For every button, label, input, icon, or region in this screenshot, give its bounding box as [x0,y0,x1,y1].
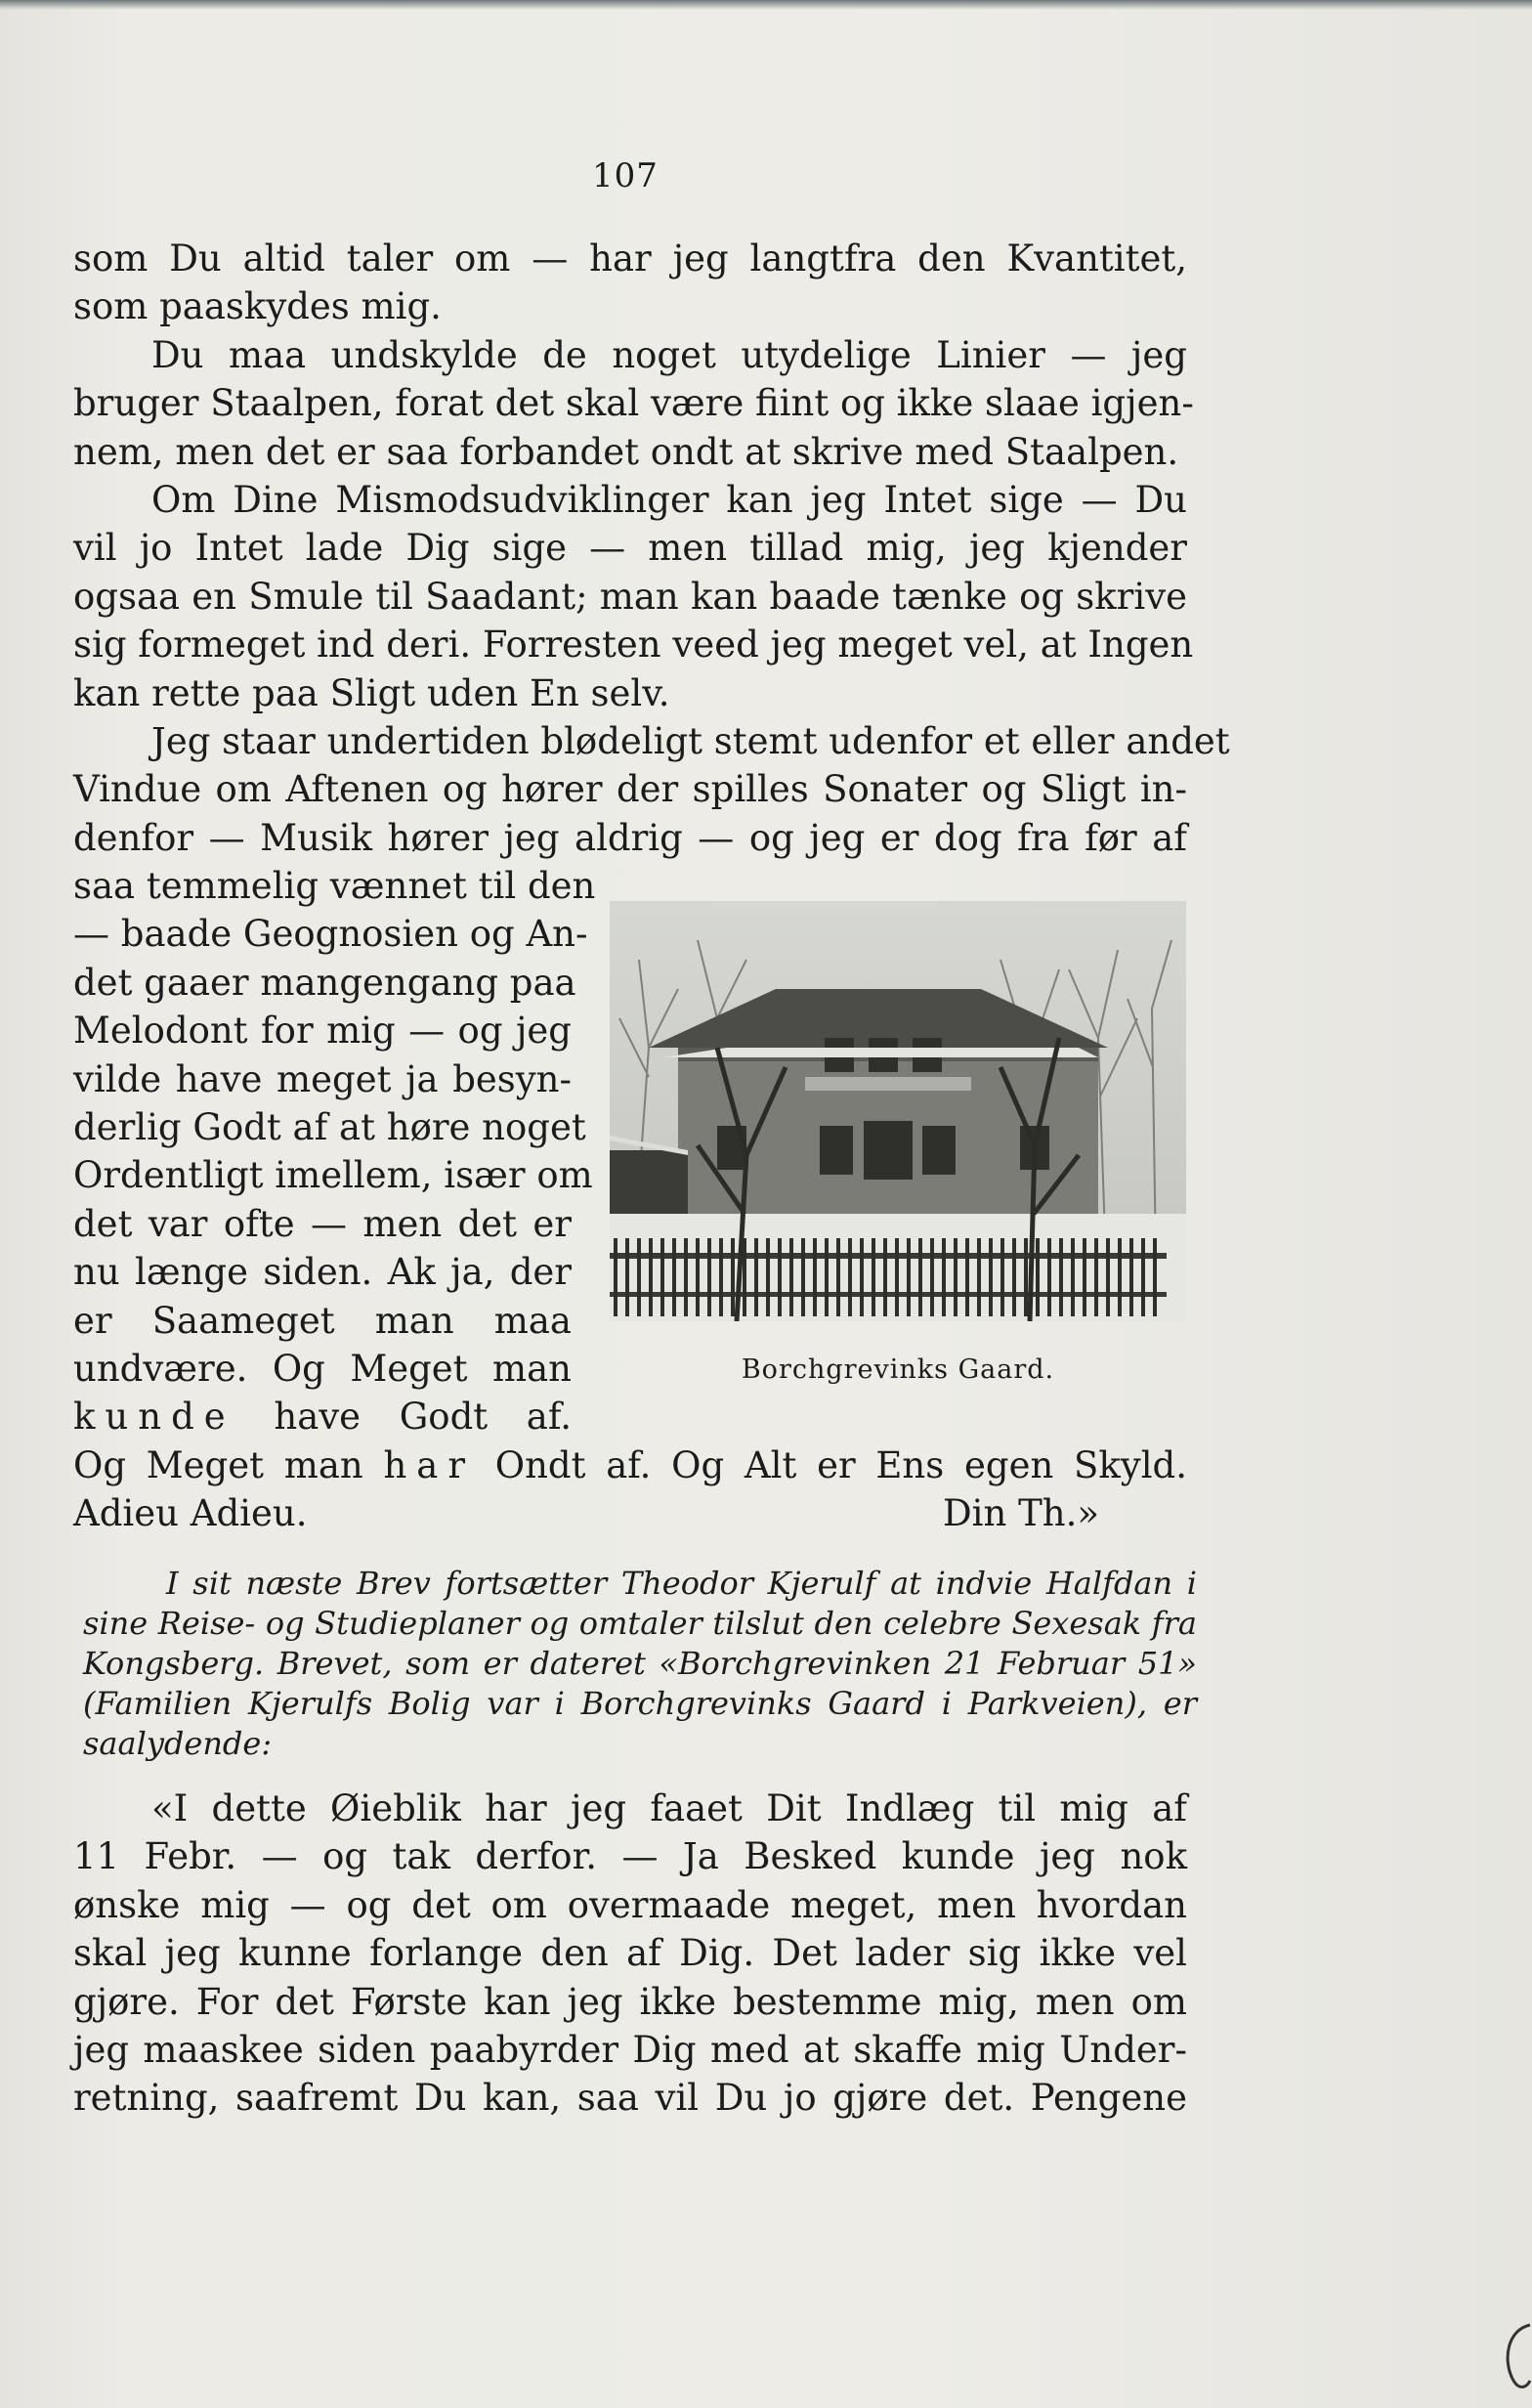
text-line: bruger Staalpen, forat det skal være fiint og ikke slaae igjen- [73,382,1194,425]
text-line: ønske mig — og det om overmaade meget, men hvordan [73,1883,1187,1926]
spaced-word: har [383,1444,476,1486]
text-line: — baade Geognosien og An- [73,913,588,956]
text-line: som paaskydes mig. [73,285,442,328]
text-line: Jeg staar undertiden blødeligt stemt udenfor et eller andet [151,720,1230,763]
body-text-narrow [73,862,596,1441]
text-line: vilde have meget ja besyn- [73,1057,572,1100]
page-top-edge [0,0,1532,10]
text-line: 11 Febr. — og tak derfor. — Ja Besked kunde jeg nok [73,1835,1187,1878]
text-line: «I dette Øieblik har jeg faaet Dit Indlæg til mig af [151,1787,1187,1829]
note-line: sine Reise- og Studieplaner og omtaler tilslut den celebre Sexesak fra [83,1605,1197,1642]
corner-pencil-mark [1493,2320,1532,2408]
note-line: I sit næste Brev fortsætter Theodor Kjerulf at indvie Halfdan i [166,1565,1197,1602]
text-line: Melodont for mig — og jeg [73,1010,572,1053]
page-number: 107 [592,156,659,195]
house-photo-illustration [610,901,1186,1321]
closing-left: Adieu Adieu. [73,1492,308,1535]
note-line: Kongsberg. Brevet, som er dateret «Borchgrevinken 21 Februar 51» [83,1645,1197,1682]
text-line: jeg maaskee siden paabyrder Dig med at skaffe mig Under- [73,2029,1187,2072]
text-line: nu længe siden. Ak ja, der [73,1251,572,1294]
note-line: (Familien Kjerulfs Bolig var i Borchgrevinks Gaard i Parkveien), er [83,1685,1197,1722]
text-line: undvære. Og Meget man [73,1348,572,1391]
text-line: retning, saafremt Du kan, saa vil Du jo gjøre det. Pengene [73,2077,1187,2120]
closing-line [73,1489,1187,1537]
text-line: sig formeget ind deri. Forresten veed jeg meget vel, at Ingen [73,624,1194,666]
text-line: det var ofte — men det er [73,1202,572,1245]
body-text-bottom [73,1441,1187,1538]
editorial-note [83,1564,1197,1764]
text-line: Vindue om Aftenen og hører der spilles Sonater og Sligt in- [73,768,1187,811]
text-line: Ordentligt imellem, især om [73,1154,593,1197]
text-line: skal jeg kunne forlange den af Dig. Det lader sig ikke vel [73,1932,1187,1975]
text-line: er Saameget man maa [73,1299,572,1342]
text-line: denfor — Musik hører jeg aldrig — og jeg er dog fra før af [73,816,1187,859]
letter-text [73,1784,1187,2123]
text-line: derlig Godt af at høre noget [73,1106,586,1149]
text-line: gjøre. For det Første kan jeg ikke bestemme mig, men om [73,1980,1187,2023]
text-fragment: Og Meget man [73,1444,384,1486]
text-line: det gaaer mangengang paa [73,961,576,1004]
photo-caption: Borchgrevinks Gaard. [741,1354,1055,1385]
text-line: Du maa undskylde de noget utydelige Linier — jeg [151,333,1187,376]
text-line: saa temmelig vænnet til den [73,865,596,907]
text-line: vil jo Intet lade Dig sige — men tillad mig, jeg kjender [73,527,1187,570]
note-line: saalydende: [83,1725,273,1762]
text-line: nem, men det er saa forbandet ondt at skrive med Staalpen. [73,430,1179,473]
signature: Din Th.» [943,1492,1099,1535]
body-text-top [73,235,1230,862]
house-photo [610,901,1186,1321]
text-fragment: Ondt af. Og Alt er Ens egen Skyld. [475,1444,1187,1486]
text-line: ogsaa en Smule til Saadant; man kan baade tænke og skrive [73,575,1187,618]
text-line [73,1441,1187,1489]
text-line: kan rette paa Sligt uden En selv. [73,671,670,714]
spaced-word: kunde [73,1396,235,1439]
text-fragment: have Godt af. [274,1396,572,1439]
photo-figure [610,901,1186,1321]
text-line [73,1393,572,1440]
text-line: som Du altid taler om — har jeg langtfra den Kvantitet, [73,237,1187,280]
text-line: Om Dine Mismodsudviklinger kan jeg Intet sige — Du [151,479,1187,522]
